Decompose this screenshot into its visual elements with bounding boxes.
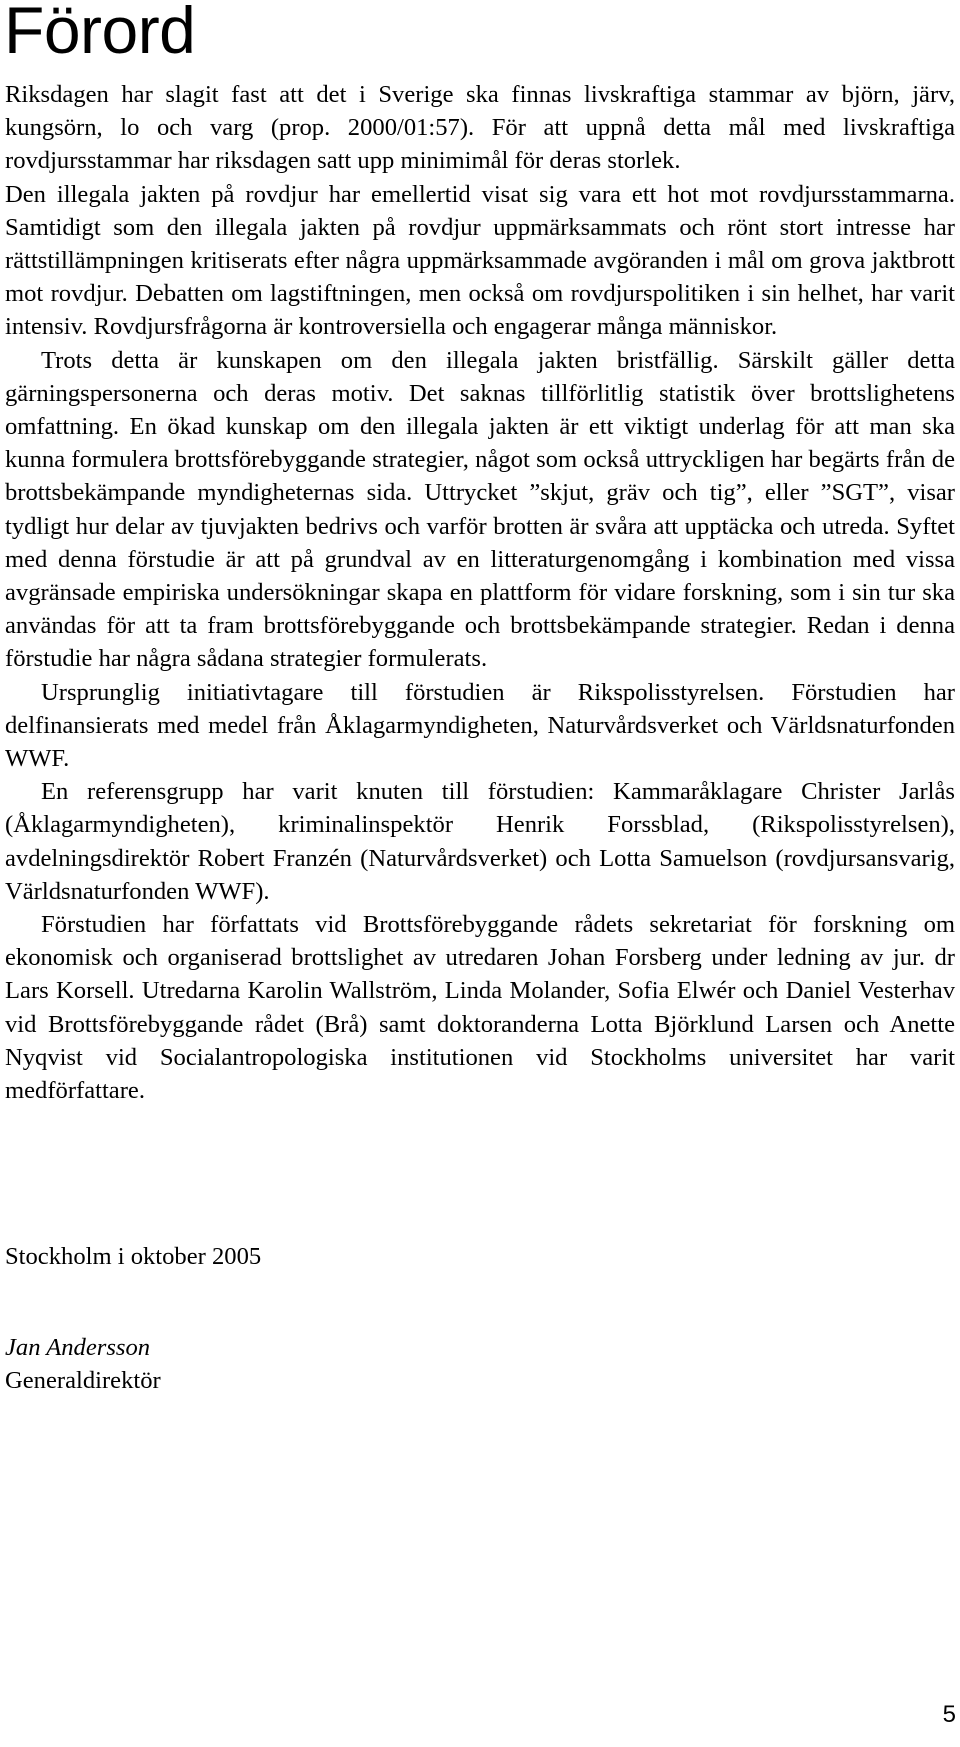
signature-name: Jan Andersson — [5, 1334, 151, 1361]
signature-title: Generaldirektör — [5, 1367, 161, 1394]
paragraph-illegal-hunting: Den illegala jakten på rovdjur har emellertid visat sig vara ett hot mot rovdjursstammarna. Samtidigt som den illegala jakten på rovdjur uppmärksammats och rönt stort intresse har rättstillämpningen kritiserats efter några uppmärksammade avgöranden i mål om grova jaktbrott mot rovdjur. Debatten om lagstiftningen, men också om rovdjurspolitiken i sin helhet, har varit intensiv. Rovdjursfrågorna är kontroversiella och engagerar många människor. — [5, 180, 955, 341]
place-and-date: Stockholm i oktober 2005 — [5, 1243, 262, 1270]
paragraph-knowledge: Trots detta är kunskapen om den illegala jakten bristfällig. Särskilt gäller detta gärningspersonerna och deras motiv. Det saknas tillförlitlig statistik över brottslighetens omfattning. En ökad kunskap om den illegala jakten är ett viktigt underlag för att man ska kunna formulera brottsförebyggande strategier, något som också uttryckligen har begärts från de brottsbekämpande myndigheternas sida. Uttrycket ”skjut, gräv och tig”, eller ”SGT”, visar tydligt hur delar av tjuvjakten bedrivs och varför brotten är svåra att upptäcka och utreda. Syftet med denna förstudie är att på grundval av en litteraturgenomgång i kombination med vissa avgränsade empiriska undersökningar skapa en plattform för vidare forskning, som i sin tur ska användas för att ta fram brottsförebyggande och brottsbekämpande strategier. Redan i denna förstudie har några sådana strategier formulerats. — [5, 346, 955, 673]
paragraph-intro: Riksdagen har slagit fast att det i Sverige ska finnas livskraftiga stammar av björn, järv, kungsörn, lo och varg (prop. 2000/01:57). För att uppnå detta mål med livskraftiga rovdjursstammar har riksdagen satt upp minimimål för deras storlek. — [5, 81, 955, 175]
paragraph-reference-group: En referensgrupp har varit knuten till förstudien: Kammaråklagare Christer Jarlås (Åklagarmyndigheten), kriminalinspektör Henrik Forssblad, (Rikspolisstyrelsen), avdelningsdirektör Robert Franzén (Naturvårdsverket) och Lotta Samuelson (rovdjursansvarig, Världsnaturfonden WWF). — [5, 778, 955, 905]
paragraph-initiator: Ursprunglig initiativtagare till förstudien är Rikspolisstyrelsen. Förstudien har delfinansierats med medel från Åklagarmyndigheten, Naturvårdsverket och Världsnaturfonden WWF. — [5, 678, 955, 773]
preface-body — [5, 78, 955, 1107]
paragraph-authors: Förstudien har författats vid Brottsförebyggande rådets sekretariat för forskning om ekonomisk och organiserad brottslighet av utredaren Johan Forsberg under ledning av jur. dr Lars Korsell. Utredarna Karolin Wallström, Linda Molander, Sofia Elwér och Daniel Vesterhav vid Brottsförebyggande rådet (Brå) samt doktoranderna Lotta Björklund Larsen och Anette Nyqvist vid Socialantropologiska institutionen vid Stockholms universitet har varit medförfattare. — [5, 911, 955, 1105]
page-title: Förord — [4, 0, 196, 67]
page-number: 5 — [942, 1701, 956, 1728]
